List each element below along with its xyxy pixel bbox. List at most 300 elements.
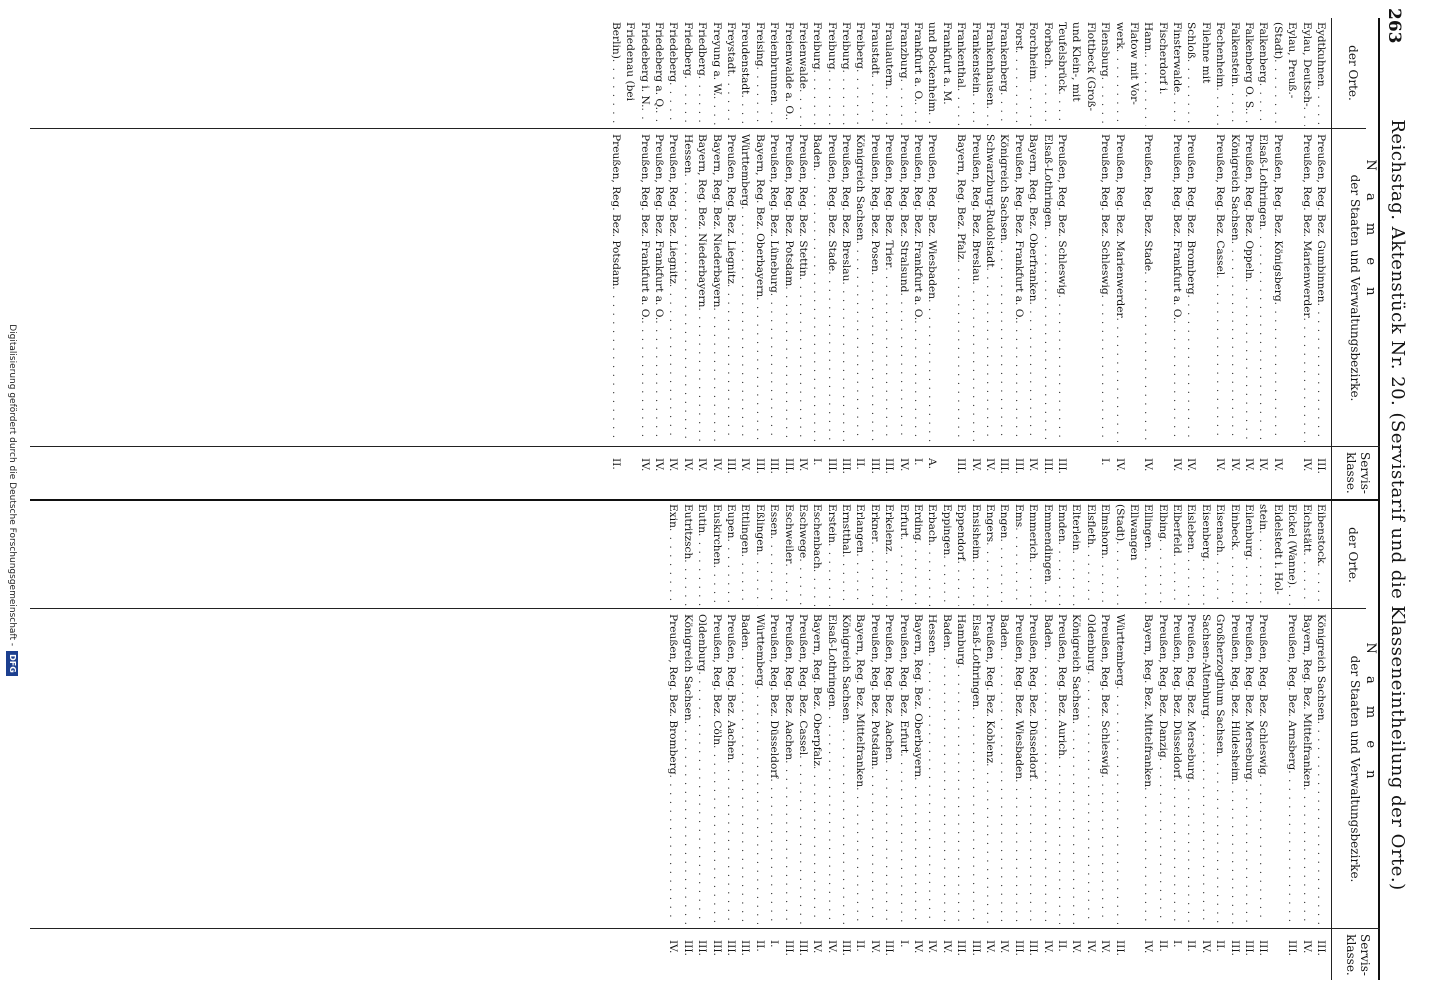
place-name <box>1026 22 1040 126</box>
state-district <box>767 134 781 442</box>
state-district <box>608 134 622 442</box>
state-district-text: Elsaß-Lothringen <box>969 614 982 708</box>
state-district <box>1299 134 1313 442</box>
leader-dots <box>1083 134 1097 442</box>
leader-dots <box>767 536 781 606</box>
state-district <box>1011 134 1025 442</box>
leader-dots <box>1184 780 1198 924</box>
place-name-text: Finsterwalde <box>1171 22 1184 93</box>
state-district-text: Königreich Sachsen <box>840 614 853 721</box>
state-district-text: Preußen, Reg. Bez. Stade <box>825 134 838 272</box>
place-name <box>1040 22 1054 126</box>
state-district-text: Königreich Sachsen <box>1315 614 1327 721</box>
state-district <box>1270 614 1284 924</box>
place-name <box>666 22 680 126</box>
place-name-text: Freystadt <box>724 22 737 74</box>
place-name-text: Eilenburg <box>1243 504 1256 558</box>
service-class: IV. <box>969 458 982 472</box>
place-name-text: Frankenberg <box>998 22 1011 92</box>
place-name-text: Ensisheim <box>969 504 982 560</box>
place-name <box>608 22 622 126</box>
leader-dots <box>1083 671 1097 924</box>
leader-dots <box>882 87 896 127</box>
service-class: IV. <box>796 458 809 472</box>
state-district <box>1155 614 1169 924</box>
leader-dots <box>709 565 723 606</box>
place-name <box>1083 504 1097 606</box>
state-district <box>666 614 680 924</box>
place-name <box>1184 504 1198 606</box>
place-name-text: Euskirchen <box>710 504 723 565</box>
leader-dots <box>1155 134 1169 442</box>
state-district-text: Preußen, Reg. Bez. Liegnitz <box>667 134 680 284</box>
state-district <box>1055 134 1069 442</box>
right-col-header-names-text: N a m e n <box>1363 159 1378 305</box>
state-district <box>997 614 1011 924</box>
service-class: III. <box>955 940 968 956</box>
leader-dots <box>997 92 1011 126</box>
service-class: II. <box>753 940 766 952</box>
leader-dots <box>983 106 997 126</box>
leader-dots <box>666 82 680 126</box>
state-district <box>1299 614 1313 924</box>
state-district-text: Preußen, Reg. Bez. Hildesheim <box>1228 614 1241 782</box>
leader-dots <box>1026 302 1040 442</box>
leader-dots <box>954 259 968 442</box>
state-district <box>695 134 709 442</box>
leader-dots <box>911 102 925 126</box>
state-district <box>1314 134 1328 442</box>
service-class: IV. <box>984 940 997 954</box>
place-name <box>1213 22 1227 126</box>
state-district-text: Hessen <box>926 614 939 654</box>
leader-dots <box>1011 320 1025 442</box>
place-name-text: Frankenhausen <box>984 22 997 106</box>
place-name-text: Eutin <box>696 504 709 534</box>
state-district-text: Preußen, Reg. Bez. Cassel <box>796 614 809 756</box>
service-class <box>1127 458 1141 496</box>
leader-dots <box>810 569 824 606</box>
service-class: III. <box>710 940 723 956</box>
place-name <box>796 504 810 606</box>
leader-dots <box>1127 561 1141 606</box>
service-class: III. <box>1055 458 1068 474</box>
state-district-text: Elsaß-Lothringen <box>1257 134 1270 228</box>
leader-dots <box>810 168 824 442</box>
state-district <box>1242 134 1256 442</box>
state-district-text: Preußen, Reg. Bez. Stade <box>1142 134 1155 272</box>
leader-dots <box>983 267 997 442</box>
place-name <box>868 504 882 606</box>
state-district <box>767 614 781 924</box>
place-name <box>752 504 766 606</box>
leader-dots <box>1242 780 1256 924</box>
state-district-text: Preußen, Reg. Bez. Bromberg <box>667 614 680 775</box>
state-district-text: Preußen, Reg. Bez. Potsdam <box>609 134 622 287</box>
place-name <box>709 504 723 606</box>
place-name <box>1285 22 1299 126</box>
state-district-text: Bayern, Reg. Bez. Niederbayern <box>696 134 709 308</box>
place-name-text: Frankfurt a. O. <box>912 22 925 102</box>
leader-dots <box>839 70 853 126</box>
right-col-places <box>608 22 1328 126</box>
state-district <box>1026 134 1040 442</box>
place-name <box>1299 22 1313 126</box>
service-class: II. <box>854 940 867 952</box>
place-name-text: Hann. <box>1142 22 1155 55</box>
service-class: III. <box>1012 940 1025 956</box>
leader-dots <box>968 559 982 606</box>
leader-dots <box>824 543 838 606</box>
state-district <box>1242 614 1256 924</box>
place-name <box>738 504 752 606</box>
place-name-text: Emmerich <box>1027 504 1040 560</box>
place-name <box>911 504 925 606</box>
leader-dots <box>1098 295 1112 442</box>
place-name-text: Eichstätt <box>1300 504 1313 553</box>
place-name <box>752 22 766 126</box>
leader-dots <box>1170 320 1184 442</box>
state-district <box>709 134 723 442</box>
leader-dots <box>752 67 766 126</box>
state-district <box>796 614 810 924</box>
place-name <box>954 22 968 126</box>
leader-dots <box>1055 542 1069 606</box>
leader-dots <box>796 755 810 924</box>
place-name <box>1198 504 1212 606</box>
place-name-text: Freyung a. W. <box>710 22 723 96</box>
place-name-text: Forst <box>1012 22 1025 50</box>
leader-dots <box>623 101 637 126</box>
place-name-text: Friedeberg i. N. <box>638 22 651 108</box>
leader-dots <box>911 541 925 606</box>
place-name <box>1256 22 1270 126</box>
state-district-text: Preußen, Reg. Bez. Frankfurt a. O. <box>1012 134 1025 321</box>
leader-dots <box>1141 55 1155 126</box>
place-name <box>1213 504 1227 606</box>
leader-dots <box>1227 547 1241 606</box>
service-class: III. <box>998 458 1011 474</box>
service-class: IV. <box>868 940 881 954</box>
place-name <box>968 504 982 606</box>
place-name <box>796 22 810 126</box>
place-name <box>1314 22 1328 126</box>
service-class <box>939 458 953 496</box>
leader-dots <box>1040 227 1054 442</box>
leader-dots <box>1155 758 1169 924</box>
service-class: III. <box>782 458 795 474</box>
state-district-text: Preußen, Reg. Bez. Merseburg <box>1243 614 1256 780</box>
state-district-text: Preußen, Reg. Bez. Gumbinnen <box>1315 134 1327 303</box>
service-class: I. <box>811 458 824 466</box>
place-name <box>666 504 680 606</box>
place-name <box>1299 504 1313 606</box>
leader-dots <box>939 105 953 126</box>
state-district-text: Preußen, Reg. Bez. Frankfurt a. O. <box>1171 134 1184 321</box>
leader-dots <box>767 778 781 924</box>
leader-dots <box>738 554 752 606</box>
leader-dots <box>738 94 752 126</box>
place-name-text: Freising <box>753 22 766 67</box>
leader-dots <box>1285 134 1299 442</box>
service-class: II. <box>1156 940 1169 952</box>
place-name <box>781 504 795 606</box>
leader-dots <box>896 753 910 924</box>
leader-dots <box>1314 87 1328 126</box>
leader-dots <box>1026 80 1040 127</box>
place-name-text: Elmshorn <box>1099 504 1112 556</box>
leader-dots <box>853 241 867 442</box>
leader-dots <box>781 286 795 442</box>
state-district-text: Preußen, Reg. Bez. Königsberg <box>1271 134 1284 302</box>
leader-dots <box>839 554 853 606</box>
place-name-text: Fraustadt <box>868 22 881 75</box>
service-class <box>1270 940 1284 978</box>
place-name <box>839 504 853 606</box>
state-district <box>709 614 723 924</box>
place-name <box>1011 22 1025 126</box>
leader-dots <box>1040 648 1054 924</box>
place-name-text: Eßlingen <box>753 504 766 553</box>
place-name-text: Eppingen <box>940 504 953 556</box>
state-district <box>839 614 853 924</box>
state-district <box>1083 614 1097 924</box>
place-name <box>983 504 997 606</box>
leader-dots <box>1314 721 1328 924</box>
place-name <box>853 504 867 606</box>
leader-dots <box>1055 756 1069 924</box>
service-class: III. <box>1027 940 1040 956</box>
place-name-text: Freienwalde <box>796 22 809 89</box>
service-class: III. <box>1041 458 1054 474</box>
leader-dots <box>1141 549 1155 606</box>
leader-dots <box>1198 559 1212 606</box>
service-class: III. <box>969 940 982 956</box>
place-name <box>1314 504 1328 606</box>
state-district-text: Preußen, Reg. Bez. Wiesbaden <box>1012 614 1025 780</box>
state-district <box>637 134 651 442</box>
place-name-text: Frankfurt a. M. <box>940 22 953 105</box>
place-name-text: Fraulautern <box>883 22 896 87</box>
place-name <box>882 504 896 606</box>
service-class: III. <box>681 940 694 956</box>
state-district <box>724 134 738 442</box>
place-name <box>824 504 838 606</box>
leader-dots <box>1299 787 1313 924</box>
page-number: 263 <box>1384 8 1404 44</box>
leader-dots <box>853 787 867 924</box>
leader-dots <box>882 552 896 606</box>
state-district-text: Preußen, Reg. Bez. Cöln <box>710 614 723 746</box>
leader-dots <box>868 766 882 924</box>
place-name <box>997 504 1011 606</box>
state-district <box>1198 134 1212 442</box>
service-class: III. <box>1286 940 1299 956</box>
state-district <box>1069 614 1083 924</box>
place-name <box>1256 504 1270 606</box>
leader-dots <box>1098 556 1112 606</box>
place-name-text: Engen <box>998 504 1011 539</box>
service-class: III. <box>1257 940 1270 956</box>
service-class: IV. <box>1257 458 1270 472</box>
leader-dots <box>738 648 752 924</box>
place-name-text: Friedberg <box>681 22 694 76</box>
left-col-class-divider <box>30 928 1380 929</box>
service-class <box>1155 458 1169 496</box>
leader-dots <box>1299 107 1313 126</box>
place-name-text: Berlin) <box>609 22 622 59</box>
place-name-text: Eylau, Preuß.- <box>1286 22 1299 99</box>
leader-dots <box>1026 559 1040 606</box>
place-name <box>911 22 925 126</box>
leader-dots <box>1213 553 1227 606</box>
place-name <box>810 22 824 126</box>
leader-dots <box>1011 527 1025 606</box>
place-name-text: Friedeberg <box>667 22 680 83</box>
state-district-text: Oldenburg <box>696 614 709 672</box>
leader-dots <box>666 528 680 606</box>
service-class: IV. <box>681 458 694 472</box>
place-name-text: Friedeberg a. Q. <box>653 22 666 110</box>
service-class: I. <box>768 940 781 948</box>
place-name-text: werk <box>1113 22 1126 49</box>
place-name-text: Elterlein <box>1070 504 1083 551</box>
state-district <box>1184 614 1198 924</box>
state-district <box>738 134 752 442</box>
state-district <box>810 134 824 442</box>
place-name <box>1155 504 1169 606</box>
state-district-text: Bayern, Reg. Bez. Oberbayern <box>912 614 925 778</box>
place-name <box>1170 22 1184 126</box>
place-name <box>767 22 781 126</box>
place-name <box>1170 504 1184 606</box>
state-district <box>1285 134 1299 442</box>
leader-dots <box>1026 778 1040 924</box>
leader-dots <box>882 760 896 924</box>
left-col-header-states: der Staaten und Verwaltungsbezirke. <box>1348 655 1362 883</box>
leader-dots <box>1011 50 1025 126</box>
service-class: IV. <box>1300 940 1313 954</box>
state-district-text: Preußen, Reg. Bez. Breslau <box>840 134 853 282</box>
state-district-text: Preußen, Reg. Bez. Koblenz <box>984 614 997 764</box>
service-class: III. <box>724 458 737 474</box>
leader-dots <box>1213 87 1227 126</box>
leader-dots <box>724 760 738 924</box>
state-district <box>680 614 694 924</box>
service-class: IV. <box>1041 940 1054 954</box>
leader-dots <box>767 103 781 126</box>
left-col-header-names-text: N a m e n <box>1363 642 1378 788</box>
state-district-text: Württemberg <box>1113 614 1126 687</box>
leader-dots <box>1112 318 1126 442</box>
service-class: IV. <box>667 940 680 954</box>
leader-dots <box>1242 557 1256 606</box>
place-name-text: Eppendorf <box>955 504 968 561</box>
place-name-text: Eibenstock <box>1315 504 1327 564</box>
leader-dots <box>1227 241 1241 442</box>
place-name-text: Freiburg <box>811 22 824 70</box>
place-name-text: Frankenthal <box>955 22 968 88</box>
state-district-text: Baden <box>811 134 824 168</box>
service-class <box>1127 940 1141 978</box>
leader-dots <box>781 117 795 126</box>
state-district-text: Preußen, Reg. Bez. Trier <box>883 134 896 268</box>
state-district-text: Schwarzburg-Rudolstadt <box>984 134 997 268</box>
state-district <box>623 134 637 442</box>
state-district <box>810 614 824 924</box>
state-district <box>911 614 925 924</box>
service-class: A. <box>926 458 939 470</box>
place-name <box>839 22 853 126</box>
service-class: IV. <box>940 940 953 954</box>
place-name <box>810 504 824 606</box>
place-name <box>1242 504 1256 606</box>
place-name-text: und Bockenheim <box>926 22 939 112</box>
place-name-text: (Stadt) <box>1271 22 1284 60</box>
state-district-text: Hessen <box>681 134 694 174</box>
state-district-text: Preußen, Reg. Bez. Breslau <box>969 134 982 282</box>
place-name-text: Erkner <box>868 504 881 542</box>
state-district <box>1227 134 1241 442</box>
leader-dots <box>680 173 694 442</box>
state-district-text: Preußen, Reg. Bez. Aachen <box>782 614 795 761</box>
service-class <box>1198 458 1212 496</box>
service-class <box>1069 458 1083 496</box>
state-district <box>1011 614 1025 924</box>
place-name-text: Freudenstadt <box>739 22 752 95</box>
leader-dots <box>608 59 622 126</box>
leader-dots <box>939 555 953 606</box>
leader-dots <box>1198 134 1212 442</box>
state-district <box>1184 134 1198 442</box>
place-name-text: Eylau, Deutsch- <box>1300 22 1313 107</box>
state-district-text: Baden <box>739 614 752 648</box>
service-class: IV. <box>667 458 680 472</box>
service-class: IV. <box>1142 940 1155 954</box>
place-name-text: Erkelenz <box>883 504 896 552</box>
right-col-header-class: Servis- klasse. <box>1344 452 1372 494</box>
service-class: III. <box>883 458 896 474</box>
place-name-text: Eisenberg <box>1199 504 1212 559</box>
service-class: III. <box>868 458 881 474</box>
leader-dots <box>925 112 939 126</box>
service-class: III. <box>768 458 781 474</box>
place-name-text: Ems <box>1012 504 1025 528</box>
leader-dots <box>968 707 982 924</box>
leader-dots <box>839 721 853 924</box>
leader-dots <box>868 541 882 606</box>
state-district <box>724 614 738 924</box>
leader-dots <box>1112 49 1126 126</box>
place-name <box>868 22 882 126</box>
leader-dots <box>1040 66 1054 126</box>
state-district-text: Preußen, Reg. Bez. Erfurt <box>897 614 910 754</box>
leader-dots <box>1170 778 1184 924</box>
state-district <box>824 614 838 924</box>
state-district-text: Hamburg <box>955 614 968 666</box>
state-district <box>954 614 968 924</box>
dfg-logo: DFG <box>6 651 18 676</box>
state-district <box>1285 614 1299 924</box>
state-district-text: Württemberg <box>739 134 752 207</box>
state-district <box>824 134 838 442</box>
place-name-text: Eisleben <box>1185 504 1198 551</box>
place-name <box>1285 504 1299 606</box>
state-district-text: Preußen, Reg. Bez. Merseburg <box>1185 614 1198 780</box>
place-name <box>968 22 982 126</box>
service-class: IV. <box>710 458 723 472</box>
place-name <box>680 22 694 126</box>
